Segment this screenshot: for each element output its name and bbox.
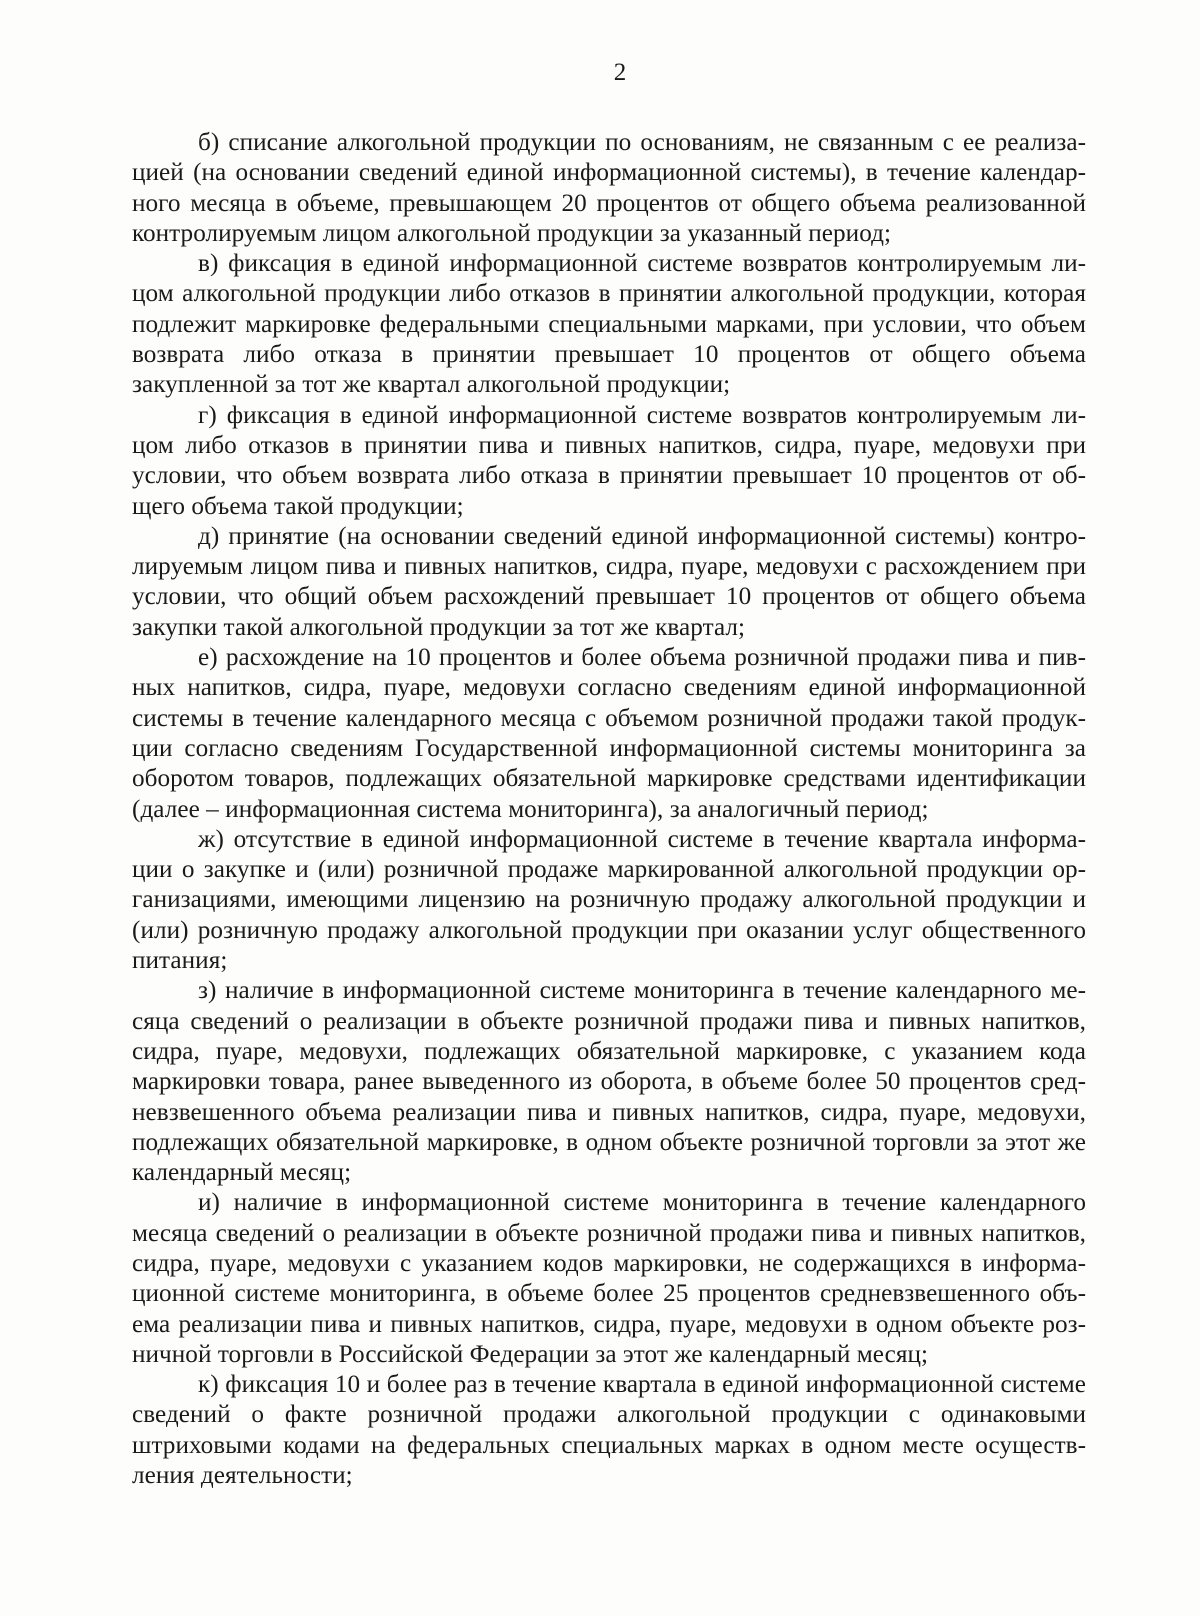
page-number: 2: [613, 59, 627, 86]
paragraph-zh: ж) отсутствие в единой информационной системе в течение квартала информации о закупке и (или) розничной продаже маркированной алкогольной продукции организациями, имеющими лицензию на розничную продажу алкогольной продукции и (или) розничную продажу алкогольной продукции при оказании услуг общественного питания;: [132, 825, 1086, 975]
paragraph-b: б) списание алкогольной продукции по основаниям, не связанным с ее реализацией (на основании сведений единой информационной системы), в течение календарного месяца в объеме, превышающем 20 процентов от общего объема реализованной контролируемым лицом алкогольной продукции за указанный период;: [132, 129, 1086, 247]
paragraph-k: к) фиксация 10 и более раз в течение квартала в единой информационной системе сведений о факте розничной продажи алкогольной продукции с одинаковыми штриховыми кодами на федеральных специальных марках в одном месте осуществления деятельности;: [132, 1371, 1086, 1490]
paragraph-v: в) фиксация в единой информационной системе возвратов контролируемым лицом алкогольной продукции либо отказов в принятии алкогольной продукции, которая подлежит маркировке федеральными специальными марками, при условии, что объем возврата либо отказа в принятии превышает 10 процентов от общего объема закупленной за тот же квартал алкогольной продукции;: [132, 250, 1086, 399]
paragraph-e: е) расхождение на 10 процентов и более объема розничной продажи пива и пивных напитков, сидра, пуаре, медовухи согласно сведениям единой информационной системы в течение календарного месяца с объемом розничной продажи такой продукции согласно сведениям Государственной информационной системы мониторинга за оборотом товаров, подлежащих обязательной маркировке средствами идентификации (далее – информационная система мониторинга), за аналогичный период;: [132, 644, 1086, 823]
document-body: [132, 128, 1086, 1491]
paragraph-d: д) принятие (на основании сведений единой информационной системы) контролируемым лицом пива и пивных напитков, сидра, пуаре, медовухи с расхождением при условии, что общий объем расхождений превышает 10 процентов от общего объема закупки такой алкогольной продукции за тот же квартал;: [132, 522, 1086, 641]
paragraph-z: з) наличие в информационной системе мониторинга в течение календарного месяца сведений о реализации в объекте розничной продажи пива и пивных напитков, сидра, пуаре, медовухи, подлежащих обязательной маркировке, с указанием кода маркировки товара, ранее выведенного из оборота, в объеме более 50 процентов средневзвешенного объема реализации пива и пивных напитков, сидра, пуаре, медовухи, подлежащих обязательной маркировке, в одном объекте розничной торговли за этот же календарный месяц;: [132, 977, 1086, 1187]
paragraph-i: и) наличие в информационной системе мониторинга в течение календарного месяца сведений о реализации в объекте розничной продажи пива и пивных напитков, сидра, пуаре, медовухи с указанием кодов маркировки, не содержащихся в информационной системе мониторинга, в объеме более 25 процентов средневзвешенного объема реализации пива и пивных напитков, сидра, пуаре, медовухи в одном объекте розничной торговли в Российской Федерации за этот же календарный месяц;: [132, 1189, 1086, 1368]
paragraph-g: г) фиксация в единой информационной системе возвратов контролируемым лицом либо отказов в принятии пива и пивных напитков, сидра, пуаре, медовухи при условии, что объем возврата либо отказа в принятии превышает 10 процентов от общего объема такой продукции;: [132, 401, 1086, 520]
